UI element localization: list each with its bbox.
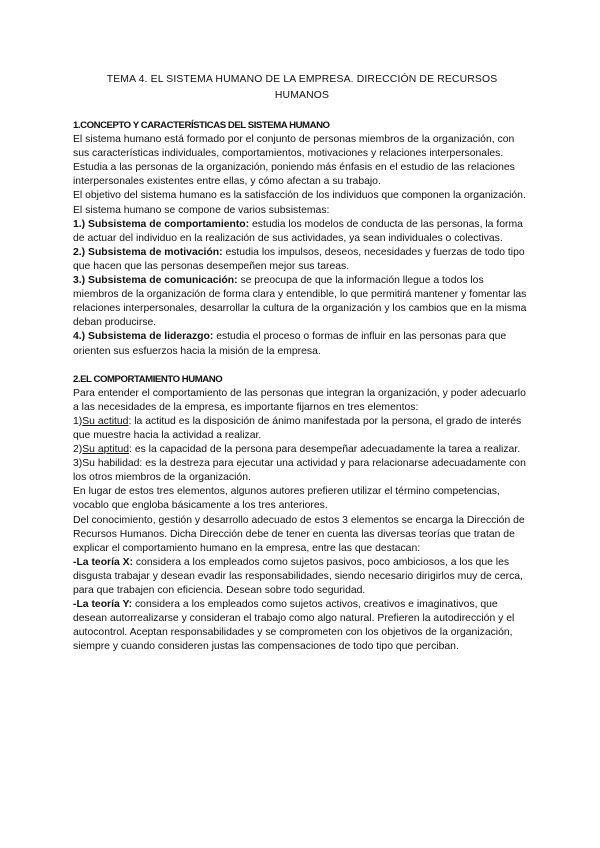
element-aptitude xyxy=(73,443,531,457)
theory-x xyxy=(73,556,531,598)
section-1-paragraph-2: El objetivo del sistema humano es la satisfacción de los individuos que componen la organización. xyxy=(73,190,526,202)
section-2-heading: 2.EL COMPORTAMIENTO HUMANO xyxy=(73,373,223,385)
subsystem-text: estudia el proceso o formas de influir en las personas para que orienten sus esfuerzos hacia la misión de la empresa. xyxy=(73,331,507,357)
section-1-paragraph-3: El sistema humano se compone de varios subsistemas: xyxy=(73,204,330,216)
subsystem-item xyxy=(73,246,531,274)
theory-label: -La teoría X: xyxy=(73,556,134,568)
subsystem-label: 1.) Subsistema de comportamiento: xyxy=(73,218,250,230)
element-text: : la actitud es la disposición de ánimo manifestada por la persona, el grado de interés que muestre hacia la actividad a realizar. xyxy=(73,415,522,441)
document-title: TEMA 4. EL SISTEMA HUMANO DE LA EMPRESA. DIRECCIÓN DE RECURSOS HUMANOS xyxy=(106,74,498,101)
section-2-paragraph-2: En lugar de estos tres elementos, algunos autores prefieren utilizar el término competencias, vocablo que engloba básicamente a los tres anteriores. xyxy=(73,486,500,512)
element-text: : es la capacidad de la persona para desempeñar adecuadamente la tarea a realizar. xyxy=(129,444,521,456)
element-skill: 3)Su habilidad: es la destreza para ejecutar una actividad y para relacionarse adecuadamente con los otros miembros de la organización. xyxy=(73,458,526,484)
element-prefix: 1) xyxy=(73,415,83,427)
element-attitude xyxy=(73,415,531,443)
subsystem-label: 4.) Subsistema de liderazgo: xyxy=(73,331,214,343)
element-term: Su actitud xyxy=(82,415,129,427)
subsystem-label: 2.) Subsistema de motivación: xyxy=(73,246,223,258)
document-page xyxy=(73,72,531,654)
subsystem-item xyxy=(73,274,531,330)
subsystem-label: 3.) Subsistema de comunicación: xyxy=(73,275,238,287)
subsystem-item xyxy=(73,330,531,358)
section-2-paragraph-1: Para entender el comportamiento de las personas que integran la organización, y poder adecuarlo a las necesidades de la empresa, es importante fijarnos en tres elementos: xyxy=(73,387,526,413)
subsystem-text: estudia los impulsos, deseos, necesidades y fuerzas de todo tipo que hacen que las personas desempeñen mejor sus tareas. xyxy=(73,246,525,272)
theory-text: considera a los empleados como sujetos pasivos, poco ambiciosos, a los que les disgusta trabajar y desean evadir las responsabilidades, siendo necesario dirigirlos muy de cerca, para que trabajen con eficiencia. Desean sobre todo seguridad. xyxy=(73,556,523,596)
subsystem-item xyxy=(73,218,531,246)
theory-label: -La teoría Y: xyxy=(73,599,133,611)
theory-text: considera a los empleados como sujetos activos, creativos e imaginativos, que desean autorrealizarse y consideran el trabajo como algo natural. Prefieren la autodirección y el autocontrol. Aceptan responsabilidades y se comprometen con los objetivos de la organización, siempre y cuando consideren justas las compensaciones de todo tipo que perciban. xyxy=(73,599,515,653)
section-1-heading: 1.CONCEPTO Y CARACTERÍSTICAS DEL SISTEMA HUMANO xyxy=(73,120,330,131)
subsystem-text: se preocupa de que la información llegue a todos los miembros de la organización de forma clara y entendible, lo que permitirá mantener y fomentar las relaciones interpersonales, desarrollar la cultura de la organización y los cambios que en la misma deban producirse. xyxy=(73,275,527,329)
subsystem-text: estudia los modelos de conducta de las personas, la forma de actuar del individuo en la realización de sus actividades, ya sean individuales o colectivas. xyxy=(73,218,523,244)
element-term: Su aptitud xyxy=(82,444,130,456)
element-prefix: 2) xyxy=(73,444,83,456)
section-1-paragraph-1: El sistema humano está formado por el conjunto de personas miembros de la organización, con sus características individuales, comportamientos, motivaciones y relaciones interpersonales. Estudia a las personas de la organización, poniendo más énfasis en el estudio de las relaciones interpersonales existentes entre ellas, y cómo afectan a su trabajo. xyxy=(73,134,515,188)
theory-y xyxy=(73,598,531,654)
section-2-paragraph-3: Del conocimiento, gestión y desarrollo adecuado de estos 3 elementos se encarga la Dirección de Recursos Humanos. Dicha Dirección debe de tener en cuenta las diversas teorías que tratan de explicar el comportamiento humano en la empresa, entre las que destacan: xyxy=(73,514,525,554)
